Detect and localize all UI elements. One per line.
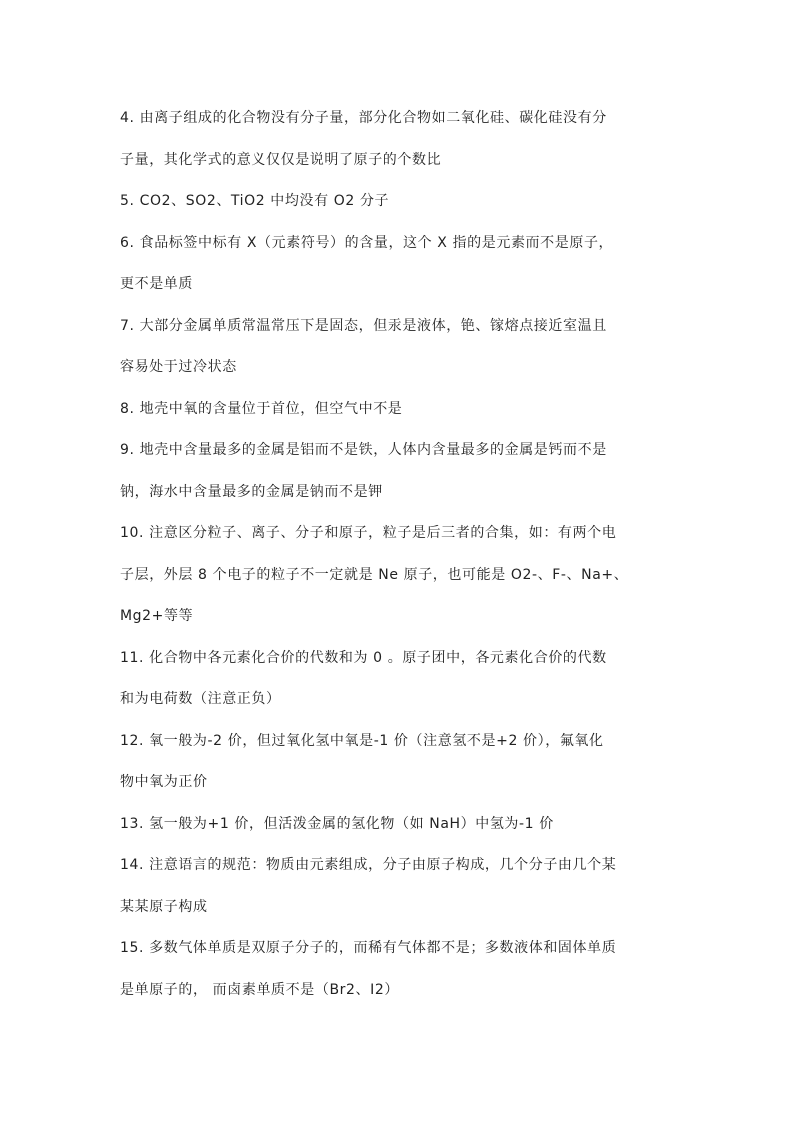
text-line: 15. 多数气体单质是双原子分子的，而稀有气体都不是；多数液体和固体单质 — [120, 940, 617, 956]
text-line: 13. 氢一般为+1 价，但活泼金属的氢化物（如 NaH）中氢为-1 价 — [120, 815, 554, 832]
text-line: 是单原子的， 而卤素单质不是（Br2、I2） — [120, 981, 399, 998]
text-line: 11. 化合物中各元素化合价的代数和为 0 。原子团中，各元素化合价的代数 — [120, 649, 607, 666]
text-line: 9. 地壳中含量最多的金属是铝而不是铁，人体内含量最多的金属是钙而不是 — [120, 442, 607, 458]
text-line: 物中氧为正价 — [120, 774, 208, 790]
text-line: 钠，海水中含量最多的金属是钠而不是钾 — [120, 483, 383, 500]
text-line: 8. 地壳中氧的含量位于首位，但空气中不是 — [120, 400, 403, 417]
text-line: 10. 注意区分粒子、离子、分子和原子，粒子是后三者的合集，如：有两个电 — [120, 525, 617, 541]
text-line: 14. 注意语言的规范：物质由元素组成，分子由原子构成，几个分子由几个某 — [120, 857, 617, 873]
text-line: 容易处于过冷状态 — [120, 359, 237, 375]
text-line: 某某原子构成 — [120, 898, 208, 915]
text-line: 更不是单质 — [120, 276, 193, 292]
text-line: 子层，外层 8 个电子的粒子不一定就是 Ne 原子，也可能是 O2-、F-、Na+、 — [120, 566, 629, 583]
text-line: Mg2+等等 — [120, 608, 194, 624]
text-line: 4. 由离子组成的化合物没有分子量，部分化合物如二氧化硅、碳化硅没有分 — [120, 110, 607, 126]
text-line: 6. 食品标签中标有 X（元素符号）的含量，这个 X 指的是元素而不是原子， — [120, 234, 614, 251]
text-line: 5. CO2、SO2、TiO2 中均没有 O2 分子 — [120, 193, 390, 209]
text-line: 和为电荷数（注意正负） — [120, 691, 281, 707]
text-line: 子量，其化学式的意义仅仅是说明了原子的个数比 — [120, 151, 442, 168]
text-body — [120, 107, 690, 1020]
text-line: 7. 大部分金属单质常温常压下是固态，但汞是液体，铯、镓熔点接近室温且 — [120, 317, 607, 334]
text-line: 12. 氧一般为-2 价，但过氧化氢中氧是-1 价（注意氢不是+2 价），氟氧化 — [120, 732, 604, 749]
